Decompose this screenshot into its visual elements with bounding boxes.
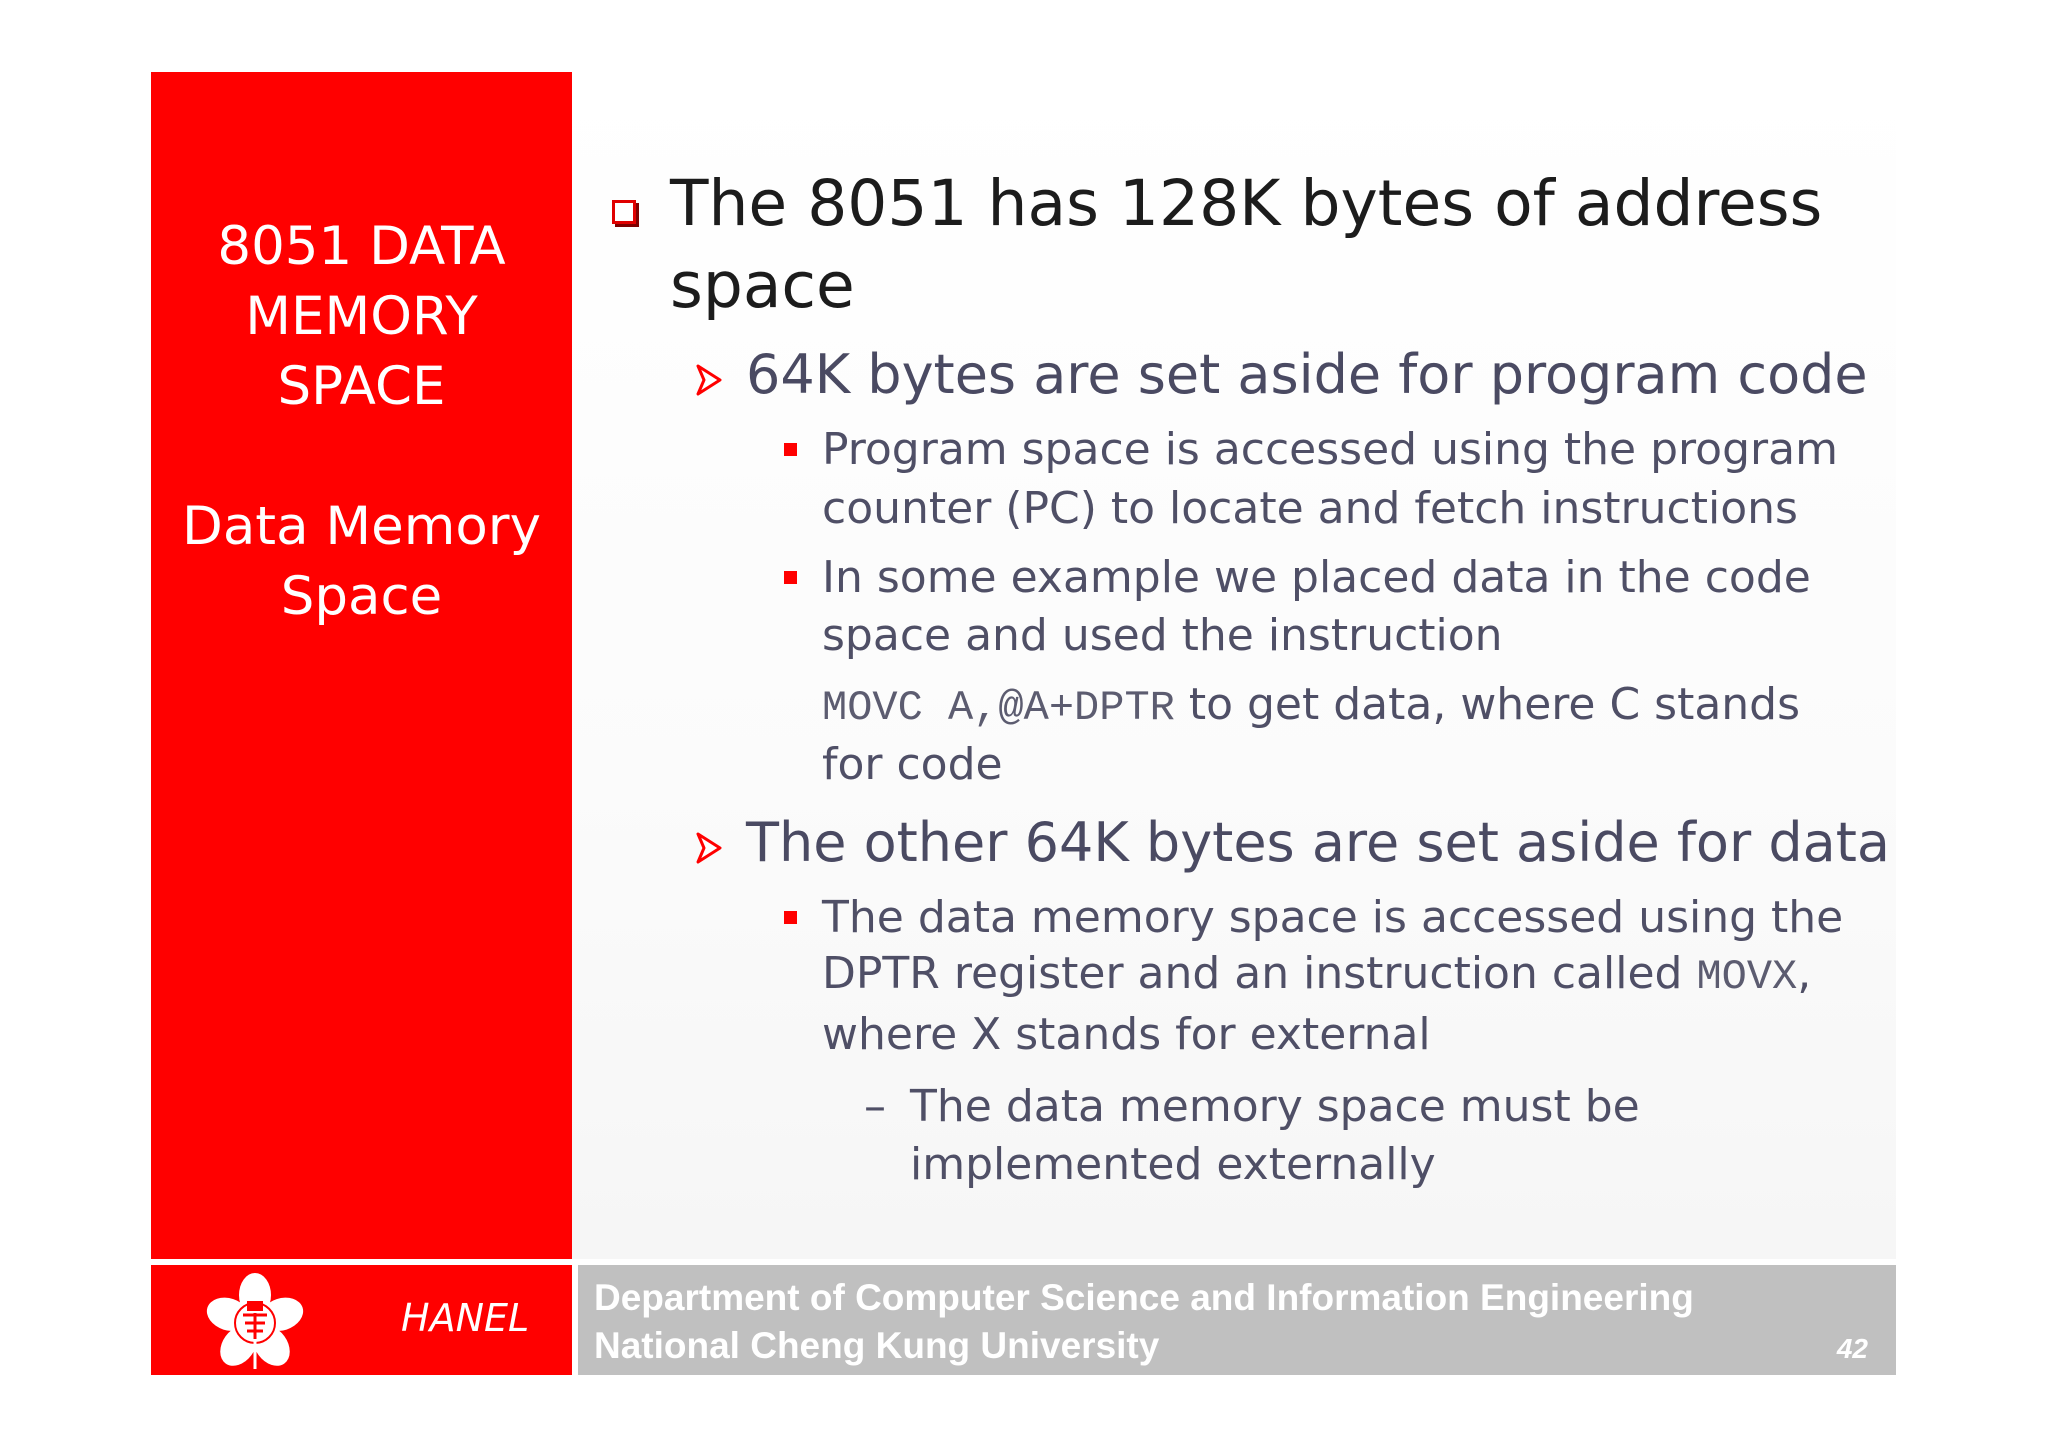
bullet-text: space [670,249,855,322]
code-snippet: MOVC A,@A+DPTR [822,684,1175,732]
bullet-text: The 8051 has 128K bytes of address [670,167,1823,240]
sub-sub-bullet-text: where X stands for external [822,1009,1431,1060]
hollow-square-bullet-icon [612,200,636,224]
footer-info [578,1265,1896,1375]
section-title [151,212,572,422]
sub-bullet-text: 64K bytes are set aside for program code [746,343,1868,406]
section-title-line: SPACE [277,356,446,417]
section-title-line: 8051 DATA [217,216,506,277]
university-name: National Cheng Kung University [594,1325,1160,1366]
filled-square-bullet-icon [784,911,797,924]
level4-bullet-text: implemented externally [910,1139,1436,1190]
section-subtitle-line: Space [280,566,443,627]
arrow-bullet-icon [694,360,724,400]
level4-bullet-text: The data memory space must be [910,1081,1640,1132]
author-name: HANEL [401,1296,530,1340]
department-name: Department of Computer Science and Information Engineering [594,1277,1694,1318]
section-title-line: MEMORY [245,286,478,347]
dash-bullet-icon: – [864,1081,886,1132]
section-subtitle-line: Data Memory [182,496,541,557]
sub-sub-bullet-text: Program space is accessed using the program [822,424,1838,475]
footer-brand [151,1265,572,1375]
university-seal-icon [203,1269,307,1373]
sub-sub-bullet-text: The data memory space is accessed using the [822,892,1844,943]
code-trailing-text: to get data, where C stands [1174,679,1801,730]
sub-sub-bullet-text: In some example we placed data in the code [822,552,1811,603]
sub-sub-bullet-text-with-code [822,676,1800,737]
arrow-bullet-icon [694,828,724,868]
sub-sub-bullet-text: space and used the instruction [822,610,1503,661]
sidebar [151,72,572,1259]
sub-bullet-text: The other 64K bytes are set aside for data [746,811,1890,874]
sub-sub-bullet-text-with-code [822,945,1811,1006]
filled-square-bullet-icon [784,571,797,584]
sub-sub-bullet-text: counter (PC) to locate and fetch instructions [822,483,1798,534]
section-subtitle [151,492,572,632]
code-leading-text: DPTR register and an instruction called [822,948,1697,999]
sub-sub-bullet-text: for code [822,739,1003,790]
filled-square-bullet-icon [784,443,797,456]
code-trailing-text: , [1797,948,1812,999]
page-number: 42 [1836,1333,1868,1364]
code-snippet: MOVX [1696,953,1798,1001]
